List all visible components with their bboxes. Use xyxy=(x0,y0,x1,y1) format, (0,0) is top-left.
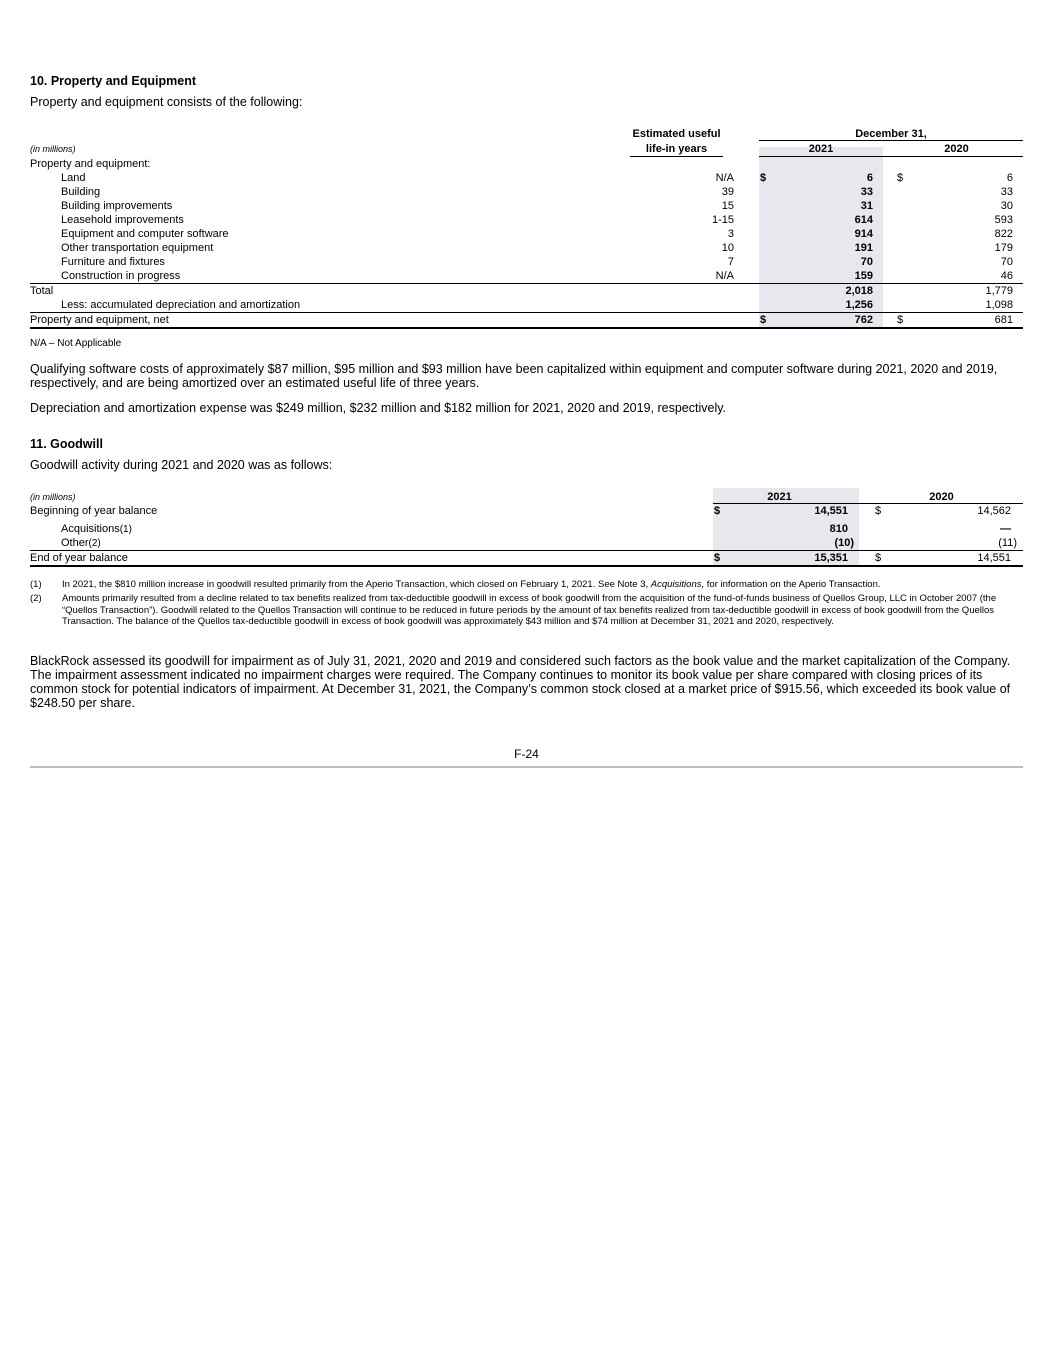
dollar-sign: $ xyxy=(875,552,882,564)
row-life: 1-15 xyxy=(711,214,734,226)
page-number: F-24 xyxy=(514,747,539,761)
row-value-2020: 822 xyxy=(994,228,1013,240)
section-heading-property-equipment: 10. Property and Equipment xyxy=(30,74,197,88)
row-label: Other transportation equipment xyxy=(61,242,214,254)
acquisitions-2020: — xyxy=(1000,523,1011,535)
end-double-rule xyxy=(30,565,1023,567)
dollar-sign: $ xyxy=(897,172,904,184)
begin-row xyxy=(30,504,1023,518)
row-label: Building improvements xyxy=(61,200,173,212)
begin-label: Beginning of year balance xyxy=(30,505,158,517)
row-life: N/A xyxy=(715,270,734,282)
other-row xyxy=(30,536,1023,550)
row-label: Building xyxy=(61,186,101,198)
section-intro: Property and equipment consists of the following: xyxy=(30,95,303,109)
table-row xyxy=(30,185,1023,199)
table-row xyxy=(30,241,1023,255)
table-row xyxy=(30,255,1023,269)
page-bottom-rule xyxy=(30,766,1023,768)
dollar-sign: $ xyxy=(714,552,721,564)
header-life-line1: Estimated useful xyxy=(632,128,721,140)
row-life: 39 xyxy=(721,186,734,198)
net-row xyxy=(30,313,1023,327)
row-value-2021: 70 xyxy=(860,256,873,268)
header-2020: 2020 xyxy=(944,143,969,155)
acquisitions-label: Acquisitions(1) xyxy=(61,523,132,535)
group-label: Property and equipment: xyxy=(30,158,151,170)
less-label: Less: accumulated depreciation and amortization xyxy=(61,299,301,311)
other-2020: (11) xyxy=(998,537,1017,549)
footnote-text: In 2021, the $810 million increase in goodwill resulted primarily from the Aperio Transaction, which closed on February 1, 2021. See Note 3, Acquisitions, for information on the Aperio Transaction. xyxy=(62,579,881,590)
acquisitions-2021: 810 xyxy=(829,523,848,535)
end-2020: 14,551 xyxy=(977,552,1011,564)
less-2020: 1,098 xyxy=(985,299,1013,311)
row-value-2021: 191 xyxy=(854,242,873,254)
total-row xyxy=(30,284,1023,298)
other-label: Other(2) xyxy=(61,537,101,549)
table-row xyxy=(30,213,1023,227)
row-value-2021: 914 xyxy=(854,228,873,240)
net-double-rule xyxy=(30,327,1023,329)
row-life: 15 xyxy=(721,200,734,212)
footnote-number: (1) xyxy=(30,579,42,590)
end-label: End of year balance xyxy=(30,552,128,564)
row-value-2020: 46 xyxy=(1000,270,1013,282)
net-2021: 762 xyxy=(854,314,873,326)
row-value-2020: 70 xyxy=(1000,256,1013,268)
row-value-2021: 6 xyxy=(866,172,873,184)
header-2021: 2021 xyxy=(767,491,792,503)
total-2020: 1,779 xyxy=(985,285,1013,297)
less-2021: 1,256 xyxy=(845,299,873,311)
row-value-2021: 31 xyxy=(860,200,873,212)
total-label: Total xyxy=(30,285,54,297)
row-life: 10 xyxy=(721,242,734,254)
table-row xyxy=(30,269,1023,283)
table-row xyxy=(30,171,1023,185)
header-2020: 2020 xyxy=(929,491,954,503)
header-rule xyxy=(759,140,1023,141)
row-label: Land xyxy=(61,172,86,184)
na-note: N/A – Not Applicable xyxy=(30,338,122,349)
table-row xyxy=(30,199,1023,213)
header-2021: 2021 xyxy=(808,143,834,155)
section-heading-goodwill: 11. Goodwill xyxy=(30,437,103,451)
row-value-2020: 33 xyxy=(1000,186,1013,198)
end-row xyxy=(30,551,1023,565)
total-2021: 2,018 xyxy=(845,285,873,297)
row-value-2020: 30 xyxy=(1000,200,1013,212)
dollar-sign: $ xyxy=(875,505,882,517)
row-value-2020: 593 xyxy=(994,214,1013,226)
units-label: (in millions) xyxy=(30,492,76,502)
net-2020: 681 xyxy=(994,314,1013,326)
property-equipment-table xyxy=(30,126,1023,336)
row-label: Equipment and computer software xyxy=(61,228,229,240)
row-life: N/A xyxy=(715,172,734,184)
begin-2020: 14,562 xyxy=(977,505,1011,517)
row-life: 3 xyxy=(727,228,734,240)
goodwill-table xyxy=(30,488,1023,570)
row-value-2021: 159 xyxy=(854,270,873,282)
net-label: Property and equipment, net xyxy=(30,314,169,326)
dollar-sign: $ xyxy=(760,172,767,184)
section-intro: Goodwill activity during 2021 and 2020 was as follows: xyxy=(30,458,333,472)
units-label: (in millions) xyxy=(30,144,76,154)
row-value-2021: 614 xyxy=(854,214,873,226)
row-value-2020: 6 xyxy=(1006,172,1013,184)
dollar-sign: $ xyxy=(760,314,767,326)
row-value-2021: 33 xyxy=(860,186,873,198)
footnote-number: (2) xyxy=(30,593,42,604)
paragraph-depreciation: Depreciation and amortization expense was $249 million, $232 million and $182 million for 2021, 2020 and 2019, respectively. xyxy=(30,401,727,415)
row-value-2020: 179 xyxy=(994,242,1013,254)
row-label: Leasehold improvements xyxy=(61,214,184,226)
row-life: 7 xyxy=(727,256,734,268)
paragraph-software-costs: Qualifying software costs of approximately $87 million, $95 million and $93 million have been capitalized within equipment and computer software during 2021, 2020 and 2019, respectively, and are being amortized over an estimated useful life of three years. xyxy=(30,362,998,390)
begin-2021: 14,551 xyxy=(814,505,848,517)
dollar-sign: $ xyxy=(714,505,721,517)
other-2021: (10) xyxy=(834,537,854,549)
table-row xyxy=(30,227,1023,241)
paragraph-impairment: BlackRock assessed its goodwill for impairment as of July 31, 2021, 2020 and 2019 and considered such factors as the book value and the market capitalization of the Company. The impairment assessment indicated no impairment charges were required. The Company continues to monitor its book value per share compared with closing prices of its common stock for potential indicators of impairment. At December 31, 2021, the Company’s common stock closed at a market price of $915.56, which exceeded its book value of $248.50 per share. xyxy=(30,654,1011,710)
footnote-text: Amounts primarily resulted from a decline related to tax benefits realized from tax-deductible goodwill in excess of book goodwill from the acquisition of the fund-of-funds business of Quellos Group, LLC in October 2007 (the “Quellos Transaction”). Goodwill related to the Quellos Transaction will continue to be reduced in future periods by the amount of tax benefits realized from tax-deductible goodwill in excess of book goodwill from the Quellos Transaction. The balance of the Quellos tax-deductible goodwill in excess of book goodwill was approximately $43 million and $74 million at December 31, 2021 and 2020, respectively. xyxy=(62,593,997,627)
row-label: Construction in progress xyxy=(61,270,181,282)
end-2021: 15,351 xyxy=(814,552,848,564)
header-life-line2: life-in years xyxy=(645,143,708,155)
header-december: December 31, xyxy=(855,128,927,140)
row-label: Furniture and fixtures xyxy=(61,256,165,268)
dollar-sign: $ xyxy=(897,314,904,326)
acquisitions-row xyxy=(30,522,1023,536)
less-row xyxy=(30,298,1023,312)
